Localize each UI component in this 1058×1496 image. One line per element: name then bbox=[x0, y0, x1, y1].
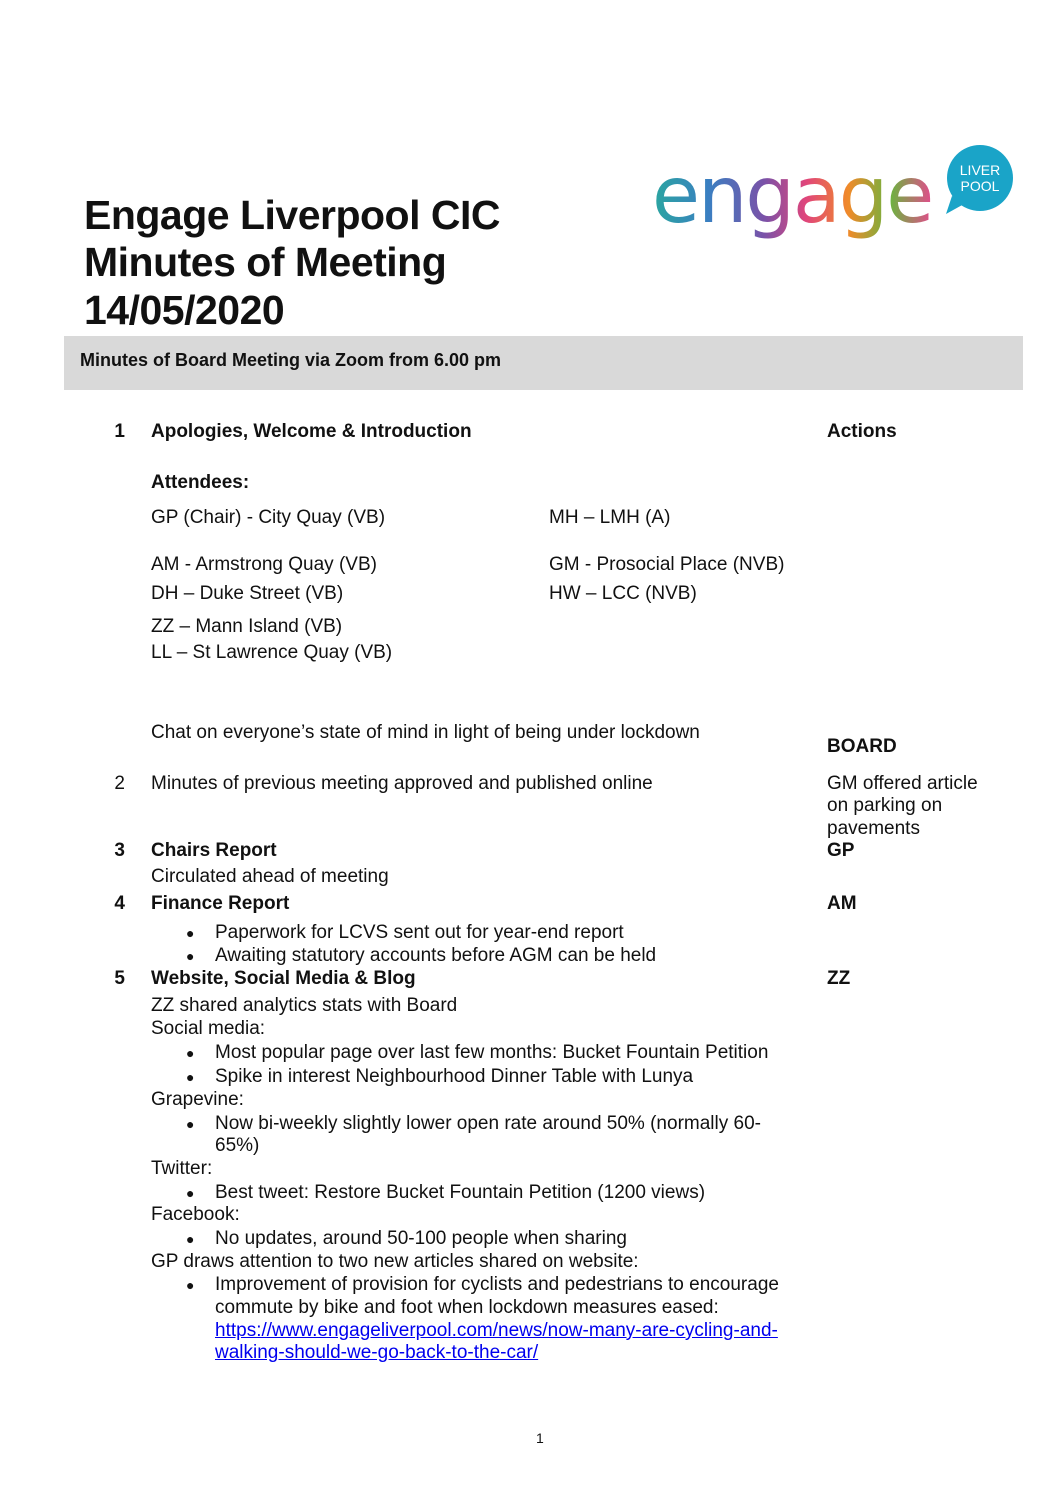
logo-wordmark: engage bbox=[652, 151, 933, 241]
item-1-number: 1 bbox=[114, 421, 125, 442]
attendee: GM - Prosocial Place (NVB) bbox=[549, 554, 785, 575]
bullet-icon: ● bbox=[186, 1069, 195, 1085]
bullet-icon: ● bbox=[186, 925, 195, 941]
action-gp: GP bbox=[827, 840, 855, 861]
grapevine-label: Grapevine: bbox=[151, 1089, 244, 1110]
attendee: ZZ – Mann Island (VB) bbox=[151, 616, 343, 637]
social-media-label: Social media: bbox=[151, 1018, 266, 1039]
page-number: 1 bbox=[536, 1430, 544, 1446]
gp-articles-note: GP draws attention to two new articles shared on website: bbox=[151, 1251, 639, 1272]
engage-liverpool-logo bbox=[652, 140, 1016, 252]
item-4-heading: Finance Report bbox=[151, 893, 290, 914]
logo-badge-line2: POOL bbox=[960, 178, 1000, 194]
twitter-label: Twitter: bbox=[151, 1158, 213, 1179]
article-bullet-line: Improvement of provision for cyclists and pedestrians to encourage bbox=[215, 1274, 779, 1295]
meeting-date: 14/05/2020 bbox=[84, 287, 285, 333]
subheader-bar bbox=[64, 336, 1023, 390]
social-bullet: Most popular page over last few months: Bucket Fountain Petition bbox=[215, 1042, 769, 1063]
attendee: MH – LMH (A) bbox=[549, 507, 671, 528]
action-board: BOARD bbox=[827, 736, 897, 757]
item-1-heading: Apologies, Welcome & Introduction bbox=[151, 421, 472, 442]
attendee: LL – St Lawrence Quay (VB) bbox=[151, 642, 393, 663]
article-link[interactable]: walking-should-we-go-back-to-the-car/ bbox=[215, 1342, 539, 1363]
chat-note: Chat on everyone’s state of mind in light of being under lockdown bbox=[151, 722, 700, 743]
action-am: AM bbox=[827, 893, 857, 914]
bullet-icon: ● bbox=[186, 948, 195, 964]
attendee: DH – Duke Street (VB) bbox=[151, 583, 344, 604]
facebook-label: Facebook: bbox=[151, 1204, 240, 1225]
action-gm-line: GM offered article bbox=[827, 773, 978, 794]
item-3-number: 3 bbox=[114, 840, 125, 861]
item-5-number: 5 bbox=[114, 968, 125, 989]
bullet-icon: ● bbox=[186, 1045, 195, 1061]
actions-header: Actions bbox=[827, 421, 897, 442]
social-bullet: Spike in interest Neighbourhood Dinner Table with Lunya bbox=[215, 1066, 694, 1087]
attendees-label: Attendees: bbox=[151, 472, 250, 493]
item-5-heading: Website, Social Media & Blog bbox=[151, 968, 416, 989]
action-gm-line: pavements bbox=[827, 818, 920, 839]
item-3-text: Circulated ahead of meeting bbox=[151, 866, 389, 887]
attendee: AM - Armstrong Quay (VB) bbox=[151, 554, 377, 575]
finance-bullet: Awaiting statutory accounts before AGM can be held bbox=[215, 945, 657, 966]
bullet-icon: ● bbox=[186, 1116, 195, 1132]
action-gm-line: on parking on bbox=[827, 795, 943, 816]
org-name: Engage Liverpool CIC bbox=[84, 192, 500, 238]
logo-badge-line1: LIVER bbox=[959, 162, 1001, 178]
item-4-number: 4 bbox=[114, 893, 125, 914]
item-3-heading: Chairs Report bbox=[151, 840, 277, 861]
facebook-bullet: No updates, around 50-100 people when sharing bbox=[215, 1228, 627, 1249]
action-zz: ZZ bbox=[827, 968, 851, 989]
twitter-bullet: Best tweet: Restore Bucket Fountain Petition (1200 views) bbox=[215, 1182, 706, 1203]
item-2-text: Minutes of previous meeting approved and published online bbox=[151, 773, 653, 794]
article-link[interactable]: https://www.engageliverpool.com/news/now-many-are-cycling-and- bbox=[215, 1320, 778, 1341]
attendee: GP (Chair) - City Quay (VB) bbox=[151, 507, 386, 528]
bullet-icon: ● bbox=[186, 1185, 195, 1201]
bullet-icon: ● bbox=[186, 1231, 195, 1247]
doc-title: Minutes of Meeting bbox=[84, 239, 447, 285]
bullet-icon: ● bbox=[186, 1277, 195, 1293]
attendee: HW – LCC (NVB) bbox=[549, 583, 697, 604]
article-bullet-line: commute by bike and foot when lockdown measures eased: bbox=[215, 1297, 719, 1318]
analytics-note: ZZ shared analytics stats with Board bbox=[151, 995, 458, 1016]
grapevine-bullet-line: 65%) bbox=[215, 1135, 260, 1156]
item-2-number: 2 bbox=[114, 773, 125, 794]
finance-bullet: Paperwork for LCVS sent out for year-end report bbox=[215, 922, 624, 943]
grapevine-bullet-line: Now bi-weekly slightly lower open rate around 50% (normally 60- bbox=[215, 1113, 761, 1134]
subheader-text: Minutes of Board Meeting via Zoom from 6.00 pm bbox=[80, 350, 502, 370]
